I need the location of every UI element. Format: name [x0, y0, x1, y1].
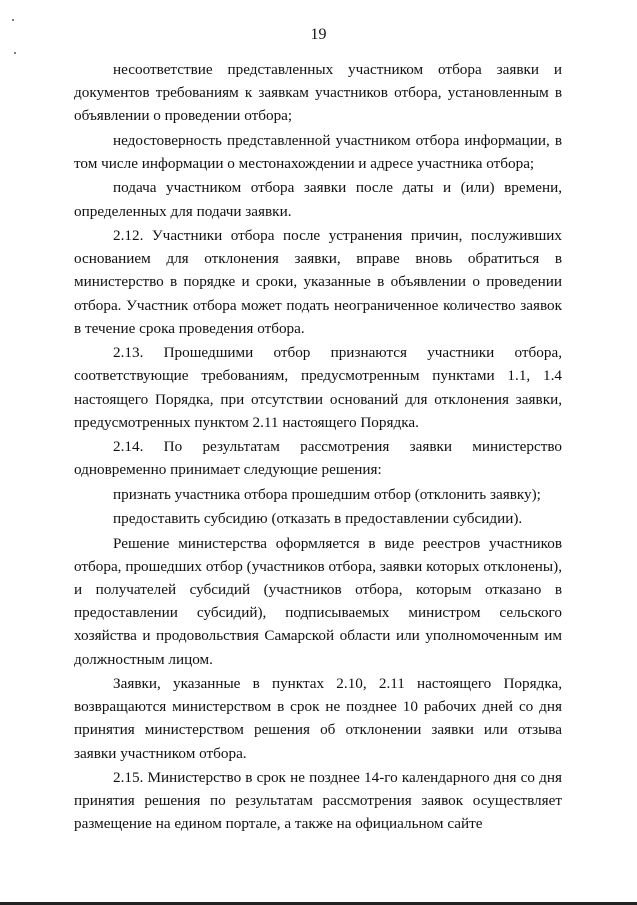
- paragraph-decision-admit: признать участника отбора прошедшим отбор (отклонить заявку);: [113, 485, 541, 503]
- page-number: 19: [310, 26, 327, 43]
- paragraph-false-information: недостоверность представленной участником отбора информации, в том числе информации о местонахождении и адресе участника отбора;: [74, 131, 562, 172]
- scan-speck: [12, 19, 14, 21]
- paragraph-registers: Решение министерства оформляется в виде реестров участников отбора, прошедших отбор (участников отбора, заявки которых отклонены), и получателей субсидий (участников отбора, которым отказано в предоставлении субсидий), подписываемых министром сельского хозяйства и продовольствия Самарской области или уполномоченным им должностным лицом.: [74, 534, 562, 668]
- paragraph-2-12: 2.12. Участники отбора после устранения причин, послуживших основанием для отклонения заявки, вправе вновь обратиться в министерство в порядке и сроки, указанные в объявлении о проведении отбора. Участник отбора может подать неограниченное количество заявок в течение срока проведения отбора.: [74, 226, 562, 337]
- paragraph-non-compliance: несоответствие представленных участником отбора заявки и документов требованиям к заявкам участников отбора, установленным в объявлении о проведении отбора;: [74, 61, 562, 125]
- paragraph-2-15: 2.15. Министерство в срок не позднее 14-го календарного дня со дня принятия решения по результатам рассмотрения заявок осуществляет размещение на едином портале, а также на официальном сайте: [74, 768, 562, 833]
- document-body: [74, 58, 562, 837]
- paragraph-return-applications: Заявки, указанные в пунктах 2.10, 2.11 настоящего Порядка, возвращаются министерством в срок не позднее 10 рабочих дней со дня принятия министерством решения об отклонении заявки или отзыва заявки участником отбора.: [74, 674, 562, 762]
- paragraph-decision-subsidy: предоставить субсидию (отказать в предоставлении субсидии).: [113, 510, 523, 528]
- paragraph-2-14: 2.14. По результатам рассмотрения заявки министерство одновременно принимает следующие решения:: [74, 438, 562, 479]
- paragraph-2-13: 2.13. Прошедшими отбор признаются участники отбора, соответствующие требованиям, предусмотренным пунктами 1.1, 1.4 настоящего Порядка, при отсутствии оснований для отклонения заявки, предусмотренных пунктом 2.11 настоящего Порядка.: [74, 344, 562, 431]
- scan-speck: [14, 52, 16, 54]
- paragraph-late-submission: подача участником отбора заявки после даты и (или) времени, определенных для подачи заявки.: [74, 179, 562, 220]
